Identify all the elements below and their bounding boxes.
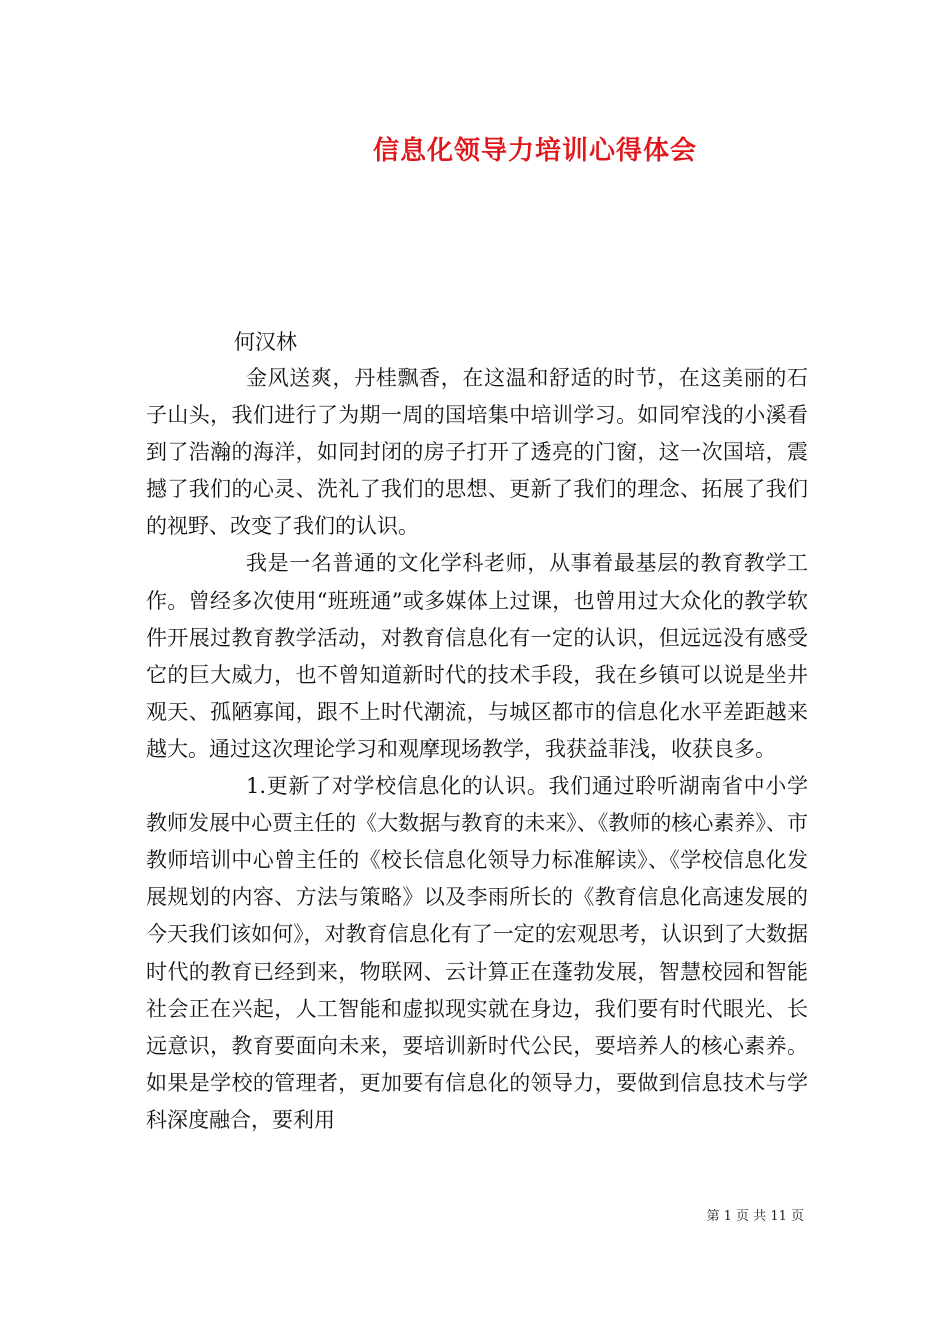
paragraph: 金风送爽，丹桂飘香，在这温和舒适的时节，在这美丽的石子山头，我们进行了为期一周的国培集中培训学习。如同窄浅的小溪看到了浩瀚的海洋，如同封闭的房子打开了透亮的门窗，这一次国培，震撼了我们的心灵、洗礼了我们的思想、更新了我们的理念、拓展了我们的视野、改变了我们的认识。: [146, 366, 808, 539]
document-body: [146, 360, 808, 1139]
page-number-footer: 第 1 页 共 11 页: [706, 1209, 804, 1224]
paragraph: 1.更新了对学校信息化的认识。我们通过聆听湖南省中小学教师发展中心贾主任的《大数据与教育的未来》、《教师的核心素养》、市教师培训中心曾主任的《校长信息化领导力标准解读》、《学校信息化发展规划的内容、方法与策略》以及李雨所长的《教育信息化高速发展的今天我们该如何》，对教育信息化有了一定的宏观思考，认识到了大数据时代的教育已经到来，物联网、云计算正在蓬勃发展，智慧校园和智能社会正在兴起，人工智能和虚拟现实就在身边，我们要有时代眼光、长远意识，教育要面向未来，要培训新时代公民，要培养人的核心素养。如果是学校的管理者，更加要有信息化的领导力，要做到信息技术与学科深度融合，要利用: [146, 774, 808, 1132]
document-title: 信息化领导力培训心得体会: [372, 136, 697, 166]
author-name: 何汉林: [234, 330, 297, 354]
paragraph: 我是一名普通的文化学科老师，从事着最基层的教育教学工作。曾经多次使用“班班通”或多媒体上过课，也曾用过大众化的教学软件开展过教育教学活动，对教育信息化有一定的认识，但远远没有感受它的巨大威力，也不曾知道新时代的技术手段，我在乡镇可以说是坐井观天、孤陋寡闻，跟不上时代潮流，与城区都市的信息化水平差距越来越大。通过这次理论学习和观摩现场教学，我获益菲浅，收获良多。: [146, 551, 808, 761]
